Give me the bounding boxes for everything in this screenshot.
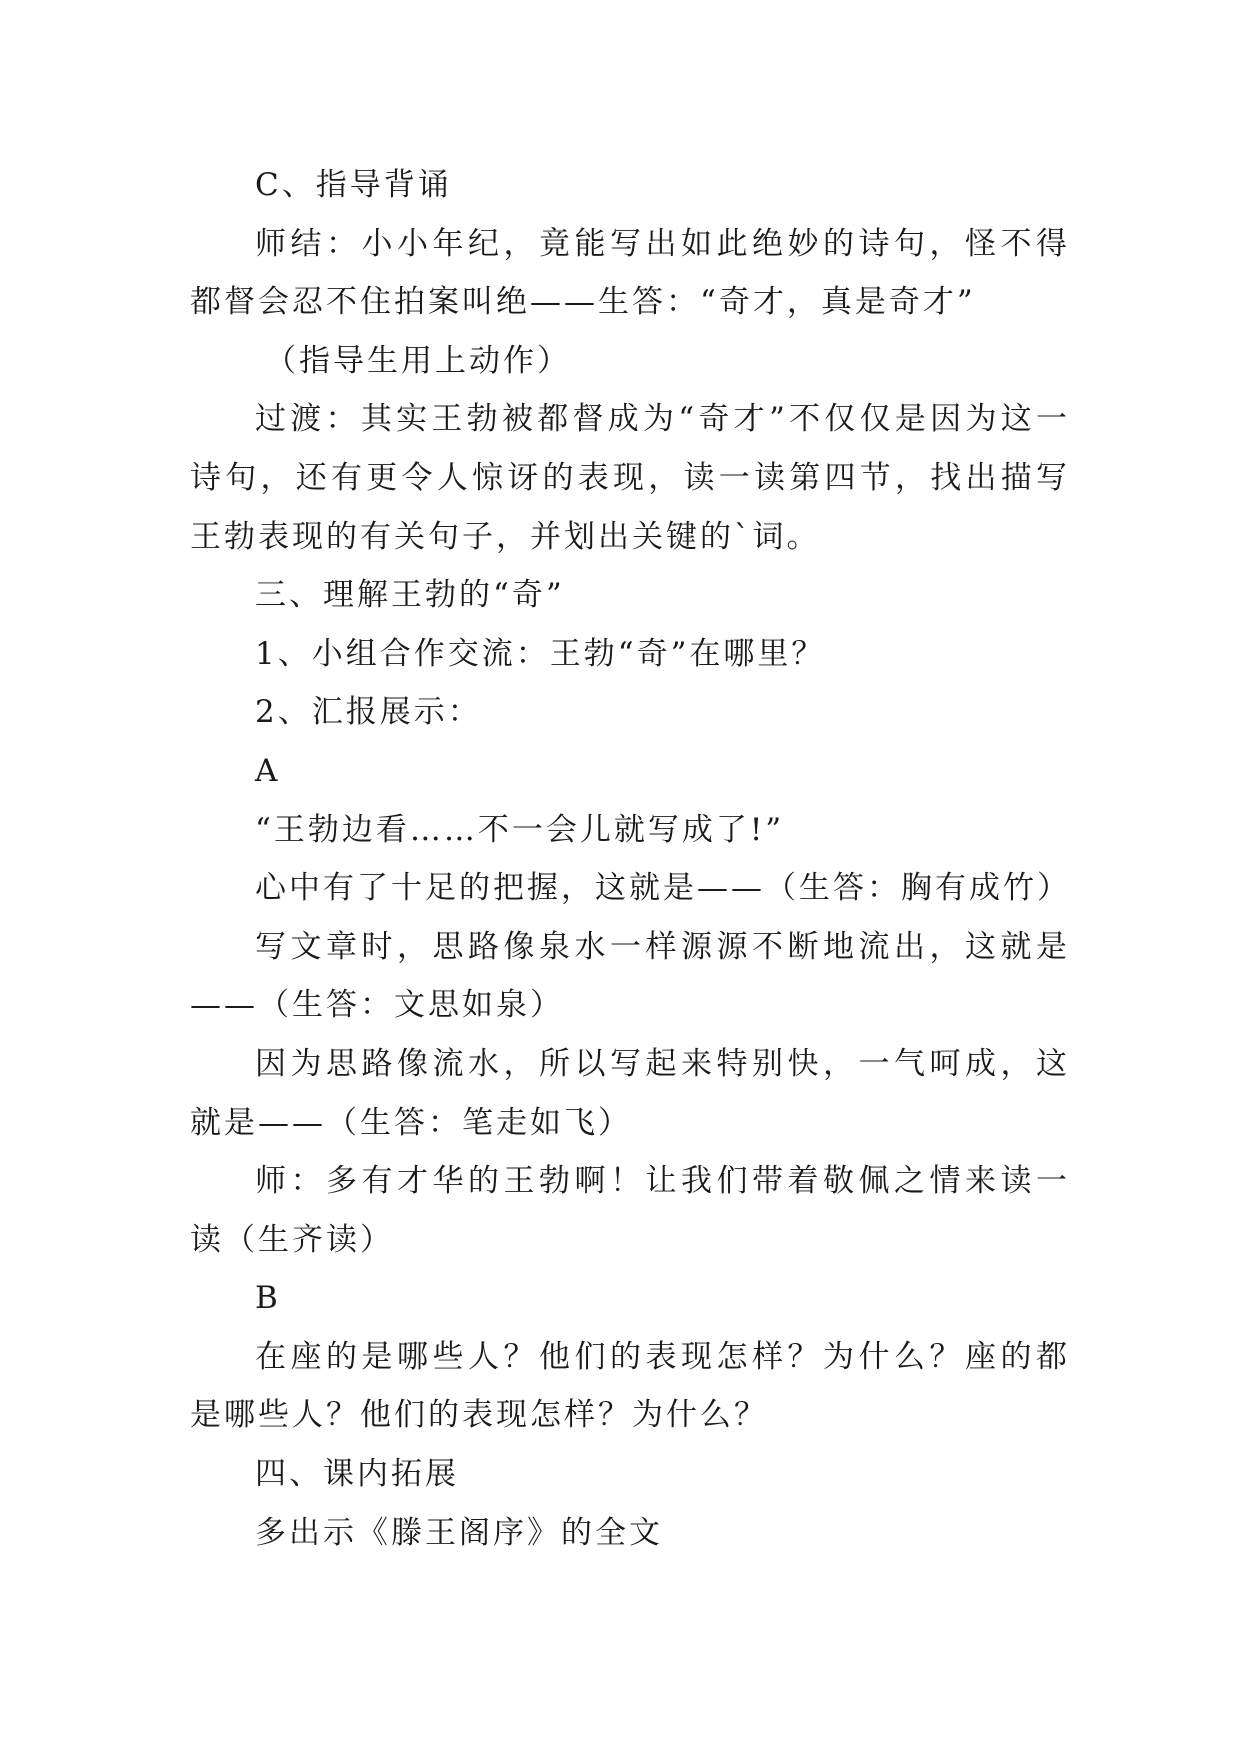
paragraph-extension: 多出示《滕王阁序》的全文 — [255, 1514, 663, 1551]
paragraph-questions: 在座的是哪些人？他们的表现怎样？为什么？座的都是哪些人？他们的表现怎样？为什么？ — [190, 1338, 1070, 1434]
paragraph-quote: “王勃边看……不一会儿就写成了!” — [255, 811, 785, 848]
paragraph-teacher-summary: 师结：小小年纪，竟能写出如此绝妙的诗句，怪不得都督会忍不住拍案叫绝——生答：“奇才，真是奇才” — [190, 225, 1070, 321]
section-heading-three: 三、理解王勃的“奇” — [255, 577, 565, 614]
paragraph-flying-pen: 因为思路像流水，所以写起来特别快，一气呵成，这就是——（生答：笔走如飞） — [190, 1045, 1070, 1141]
paragraph-action-note: （指导生用上动作） — [265, 342, 571, 379]
list-item-group-discussion: 1、小组合作交流：王勃“奇”在哪里？ — [255, 635, 826, 672]
list-item-report: 2、汇报展示： — [255, 694, 482, 731]
paragraph-heading-c: C、指导背诵 — [255, 167, 452, 203]
subheading-b: B — [255, 1280, 281, 1317]
subheading-a: A — [255, 752, 281, 789]
section-heading-four: 四、课内拓展 — [255, 1456, 459, 1493]
paragraph-teacher-praise: 师：多有才华的王勃啊！让我们带着敬佩之情来读一读（生齐读） — [190, 1163, 1070, 1258]
paragraph-transition: 过渡：其实王勃被都督成为“奇才”不仅仅是因为这一诗句，还有更令人惊讶的表现，读一读第四节，找出描写王勃表现的有关句子，并划出关键的`词。 — [190, 401, 1070, 555]
paragraph-fountain: 写文章时，思路像泉水一样源源不断地流出，这就是——（生答：文思如泉） — [190, 928, 1070, 1024]
body-text — [190, 156, 1070, 1562]
paragraph-confidence: 心中有了十足的把握，这就是——（生答：胸有成竹） — [255, 870, 1071, 907]
